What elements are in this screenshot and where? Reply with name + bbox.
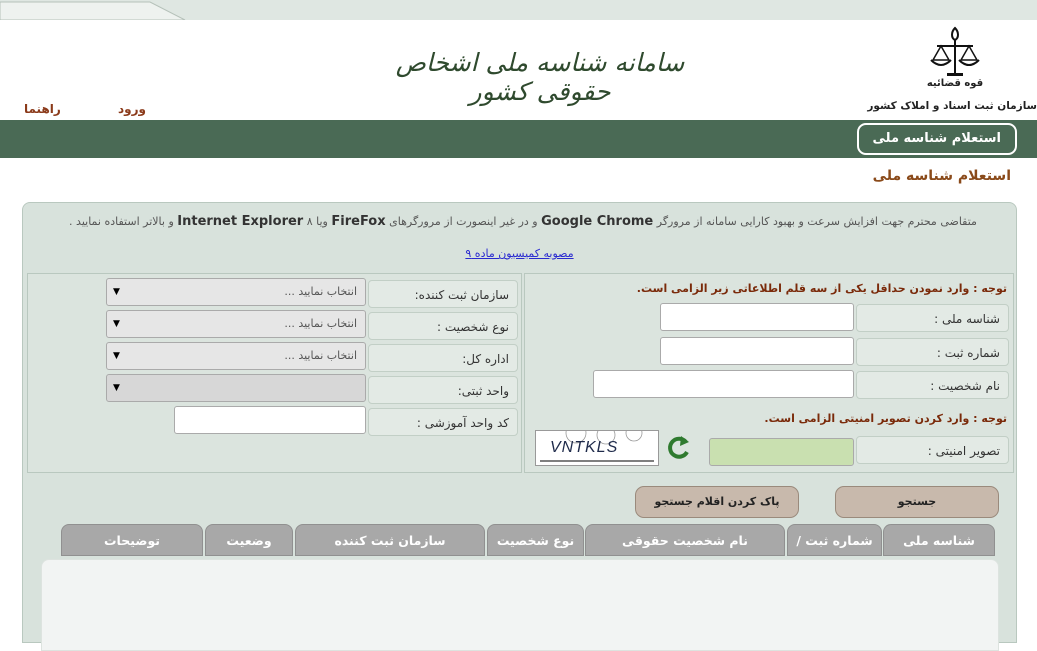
unit-select[interactable] (106, 374, 366, 402)
nav-bar (0, 120, 1037, 158)
dropdown-arrow-icon: ▼ (113, 351, 120, 361)
col-header-status: وضعیت (205, 524, 293, 556)
col-header-legal-name: نام شخصیت حقوقی (585, 524, 785, 556)
name-label: نام شخصیت : (856, 371, 1009, 399)
national-id-label: شناسه ملی : (856, 304, 1009, 332)
reg-no-label: شماره ثبت : (856, 338, 1009, 366)
judiciary-emblem-icon (925, 24, 985, 82)
dropdown-arrow-icon: ▼ (113, 383, 120, 393)
org-label: سازمان ثبت کننده: (368, 280, 518, 308)
dropdown-arrow-icon: ▼ (113, 287, 120, 297)
notice-text-3: ویا ۸ (306, 215, 328, 228)
col-header-national-id: شناسه ملی (883, 524, 995, 556)
reg-no-input[interactable] (660, 337, 854, 365)
browser-tab-shape (0, 0, 190, 20)
main-search-form (524, 273, 1014, 473)
top-band (0, 0, 1037, 21)
results-table-body (41, 559, 999, 651)
org-label: سازمان ثبت اسناد و املاک کشور (867, 100, 1037, 112)
inquiry-panel (22, 202, 1017, 643)
search-button[interactable]: جستجو (835, 486, 999, 518)
site-title: سامانه شناسه ملی اشخاص حقوقی کشور (395, 48, 685, 106)
edu-code-input[interactable] (174, 406, 366, 434)
col-header-description: توضیحات (61, 524, 203, 556)
office-select-value: انتخاب نمایید ... (284, 349, 357, 362)
captcha-label: تصویر امنیتی : (856, 436, 1009, 464)
site-header (0, 20, 1037, 120)
type-label: نوع شخصیت : (368, 312, 518, 340)
law-link[interactable]: مصوبه کمیسیون ماده ۹ (465, 247, 574, 260)
national-id-input[interactable] (660, 303, 854, 331)
notice-ie: Internet Explorer (177, 214, 304, 229)
col-header-person-type: نوع شخصیت (487, 524, 584, 556)
notice-firefox: FireFox (331, 214, 386, 229)
type-select-value: انتخاب نمایید ... (284, 317, 357, 330)
notice-text-4: و بالاتر استفاده نمایید . (69, 215, 174, 228)
captcha-image (535, 430, 659, 466)
col-header-registering-org: سازمان ثبت کننده (295, 524, 485, 556)
tab-national-id-inquiry[interactable]: استعلام شناسه ملی (857, 123, 1017, 155)
org-select[interactable] (106, 278, 366, 306)
edu-code-label: کد واحد آموزشی : (368, 408, 518, 436)
dropdown-arrow-icon: ▼ (113, 319, 120, 329)
nav-login-link[interactable]: ورود (118, 102, 146, 116)
col-header-reg-no: شماره ثبت / (787, 524, 882, 556)
office-label: اداره کل: (368, 344, 518, 372)
filter-form (27, 273, 522, 473)
clear-search-button[interactable]: پاک کردن اقلام جستجو (635, 486, 799, 518)
name-input[interactable] (593, 370, 854, 398)
captcha-text: VNTKLS (550, 439, 619, 456)
browser-notice (63, 211, 983, 233)
judiciary-label: قوه قضائیه (926, 78, 984, 89)
nav-help-link[interactable]: راهنما (24, 102, 61, 116)
page-title: استعلام شناسه ملی (872, 168, 1011, 184)
type-select[interactable] (106, 310, 366, 338)
refresh-icon[interactable] (665, 434, 693, 462)
org-select-value: انتخاب نمایید ... (284, 285, 357, 298)
notice-text-2: و در غیر اینصورت از مرورگرهای (389, 215, 538, 228)
unit-label: واحد ثبتی: (368, 376, 518, 404)
required-fields-warning: توجه : وارد نمودن حداقل یکی از سه قلم اطلاعاتی زیر الزامی است. (636, 282, 1007, 295)
office-select[interactable] (106, 342, 366, 370)
notice-chrome: Google Chrome (541, 214, 654, 229)
captcha-input[interactable] (709, 438, 854, 466)
captcha-warning: توجه : وارد کردن تصویر امنیتی الزامی است. (764, 412, 1007, 425)
notice-text-1: متقاضی محترم جهت افزایش سرعت و بهبود کارایی سامانه از مرورگر (656, 215, 977, 228)
